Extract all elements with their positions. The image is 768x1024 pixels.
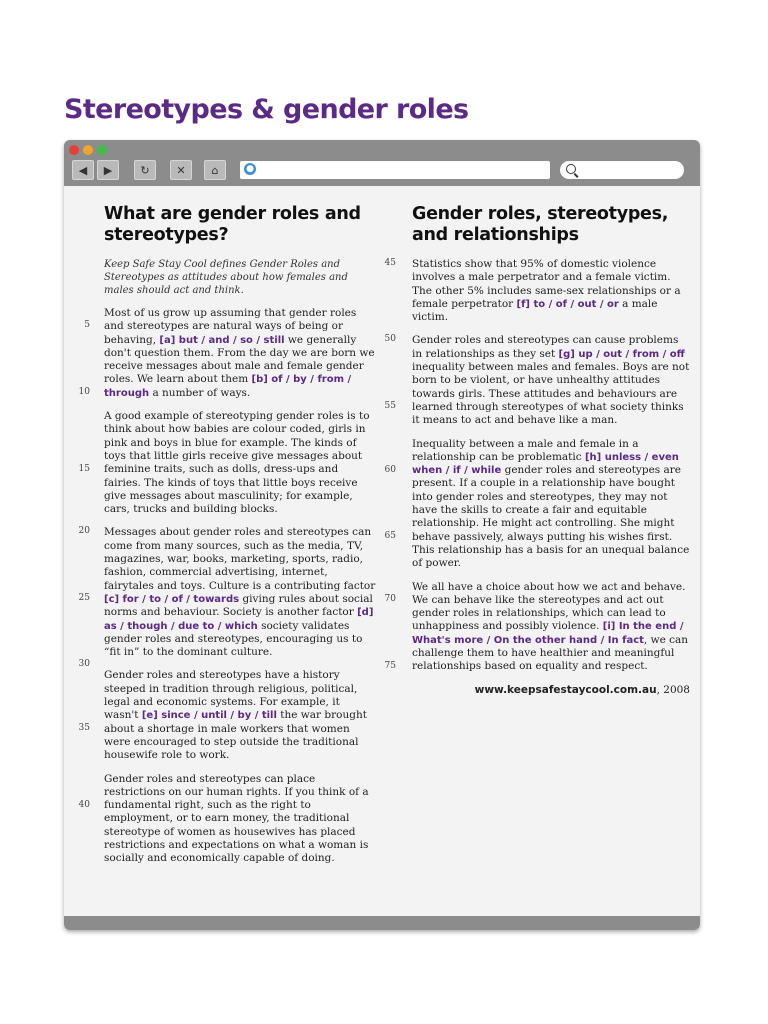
paragraph: Statistics show that 95% of domestic violence involves a male perpetrator and a female victim. The other 5% includes same-sex relationships or a female perpetrator [f] to / of / out / or a male victim. [412,258,681,324]
refresh-icon[interactable]: ↻ [134,160,156,180]
gap-option: [i] In the end / What's more / On the other hand / In fact [412,621,684,646]
line-number: 65 [384,530,396,541]
page-title: Stereotypes & gender roles [64,94,469,125]
line-number: 30 [78,659,90,670]
paragraph: A good example of stereotyping gender roles is to think about how babies are colour coded, girls in pink and boys in blue for example. The kinds of toys that little girls receive give messages about feminine traits, such as dolls, dress-ups and fairies. The kinds of toys that little boys receive give messages about masculinity; for example, cars, trucks and building blocks. [104,410,370,516]
source-link[interactable]: www.keepsafestaycool.com.au [474,683,657,696]
line-number: 45 [384,258,396,268]
page-content [64,186,700,908]
gap-option: [d] as / though / due to / which [104,607,374,632]
paragraph: Gender roles and stereotypes can place restrictions on our human rights. If you think of a fundamental right, such as the right to employment, or to earn money, the traditional stereotype of women as housewives has placed restrictions and expectations on what a woman is socially and economically capable of doing. [104,772,369,865]
home-icon[interactable]: ⌂ [204,160,226,180]
line-number: 25 [78,593,90,604]
left-column [78,204,376,876]
search-icon [566,164,576,174]
line-number: 60 [384,464,396,475]
paragraph: Inequality between a male and female in a relationship can be problematic [h] unless / even when / if / while gender roles and stereotypes are present. If a couple in a relationship have bought into gender roles and stereotypes, they may not have the skills to create a fair and equitable relationship. He might act controlling. She might behave passively, always putting his wishes first. This relationship has a basis for an unequal balance of power. [412,437,690,570]
right-column [384,204,690,696]
line-number: 55 [384,401,396,412]
forward-arrow-icon[interactable]: ▶ [97,160,119,180]
gap-option: [g] up / out / from / off [558,348,685,360]
left-heading: What are gender roles and stereotypes? [104,204,361,245]
globe-icon: ● [244,163,256,175]
line-number: 15 [78,464,90,475]
right-heading: Gender roles, stereotypes, and relationships [412,204,669,245]
gap-option: [b] of / by / from / through [104,374,352,399]
browser-footer [64,916,700,930]
line-number: 5 [84,320,90,330]
address-bar[interactable] [240,161,550,179]
gap-option: [f] to / of / out / or [516,298,619,310]
line-number: 70 [384,593,396,604]
browser-toolbar [64,140,700,186]
gap-option: [h] unless / even when / if / while [412,451,679,477]
intro-text: Keep Safe Stay Cool defines Gender Roles and Stereotypes as attitudes about how females and males should act and think. [104,259,348,296]
paragraph: Gender roles and stereotypes have a history steeped in tradition through religious, political, legal and economic systems. For example, it wasn't [e] since / until / by / till the war brought about a shortage in male workers that women were encouraged to step outside the traditional housewife role to work. [104,669,367,762]
stop-icon[interactable]: ✕ [170,160,192,180]
gap-option: [e] since / until / by / till [141,710,277,722]
source-citation: www.keepsafestaycool.com.au, 2008 [474,683,690,696]
paragraph: We all have a choice about how we act and behave. We can behave like the stereotypes and act out gender roles in relationships, which can lead to unhappiness and possibly violence. [i] In the end / What's more / On the other hand / In fact, we can challenge them to have healthier and meaningful relationships based on equality and respect. [412,580,689,673]
line-number: 35 [78,723,90,734]
paragraph: Messages about gender roles and stereotypes can come from many sources, such as the media, TV, magazines, war, books, marketing, sports, radio, fashion, commercial advertising, internet, fairytales and toys. Culture is a contributing factor [c] for / to / of / towards giving rules about social norms and behaviour. Society is another factor [d] as / though / due to / which society validates gender roles and stereotypes, encouraging us to “fit in” to the dominant culture. [104,526,376,659]
line-number: 40 [78,799,90,810]
gap-option: [c] for / to / of / towards [104,593,240,605]
paragraph: Gender roles and stereotypes can cause problems in relationships as they set [g] up / out / from / off inequality between males and females. Boys are not born to be violent, or have unhealthy attitudes towards girls. These attitudes and behaviours are learned through stereotypes of what society thinks it means to act and behave like a man. [412,334,690,427]
line-number: 50 [384,334,396,345]
line-number: 20 [78,526,90,537]
minimize-window-dot[interactable] [83,145,93,155]
back-arrow-icon[interactable]: ◀ [72,160,94,180]
close-window-dot[interactable] [69,145,79,155]
browser-window [64,140,700,930]
maximize-window-dot[interactable] [97,145,107,155]
line-number: 10 [78,387,90,397]
search-input[interactable] [560,161,684,179]
paragraph: Most of us grow up assuming that gender roles and stereotypes are natural ways of being or behaving, [a] but / and / so / still we generally don't question them. From the day we are born we receive messages about male and female gender roles. We learn about them [b] of / by / from / through a number of ways. [104,307,375,399]
gap-option: [a] but / and / so / still [159,334,285,346]
line-number: 75 [384,660,396,671]
